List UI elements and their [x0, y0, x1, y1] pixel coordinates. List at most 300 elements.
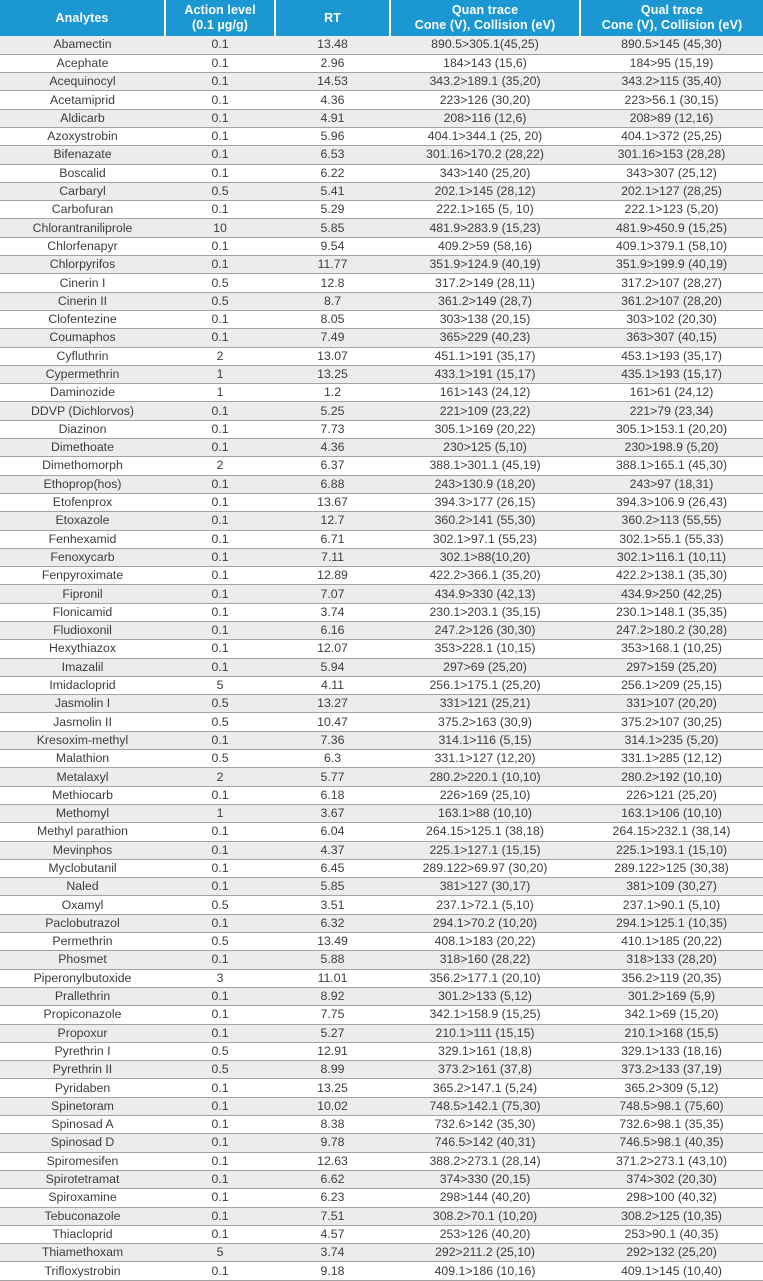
table-row	[0, 530, 763, 548]
table-row	[0, 933, 763, 951]
table-row	[0, 640, 763, 658]
cell-analyte: Fenhexamid	[0, 530, 165, 548]
table-row	[0, 164, 763, 182]
cell-analyte: Fludioxonil	[0, 622, 165, 640]
cell-action-level: 0.1	[165, 329, 275, 347]
cell-analyte: Methomyl	[0, 804, 165, 822]
cell-rt: 4.37	[275, 841, 390, 859]
cell-rt: 13.25	[275, 365, 390, 383]
cell-action-level: 10	[165, 219, 275, 237]
table-row	[0, 1097, 763, 1115]
cell-rt: 8.99	[275, 1061, 390, 1079]
cell-quan-trace: 301.16>170.2 (28,22)	[390, 146, 580, 164]
cell-quan-trace: 434.9>330 (42,13)	[390, 585, 580, 603]
cell-rt: 12.8	[275, 274, 390, 292]
cell-analyte: Bifenazate	[0, 146, 165, 164]
cell-action-level: 2	[165, 457, 275, 475]
cell-analyte: Diazinon	[0, 420, 165, 438]
cell-quan-trace: 356.2>177.1 (20,10)	[390, 969, 580, 987]
cell-action-level: 1	[165, 384, 275, 402]
cell-rt: 14.53	[275, 73, 390, 91]
cell-rt: 12.91	[275, 1042, 390, 1060]
cell-quan-trace: 342.1>158.9 (15,25)	[390, 1006, 580, 1024]
cell-quan-trace: 305.1>169 (20,22)	[390, 420, 580, 438]
cell-rt: 7.07	[275, 585, 390, 603]
cell-action-level: 3	[165, 969, 275, 987]
cell-quan-trace: 409.2>59 (58,16)	[390, 237, 580, 255]
cell-action-level: 0.5	[165, 1042, 275, 1060]
cell-analyte: Spiromesifen	[0, 1152, 165, 1170]
cell-analyte: Dimethoate	[0, 439, 165, 457]
cell-rt: 5.25	[275, 402, 390, 420]
cell-rt: 7.11	[275, 548, 390, 566]
cell-qual-trace: 302.1>116.1 (10,11)	[580, 548, 763, 566]
cell-qual-trace: 343>307 (25,12)	[580, 164, 763, 182]
cell-analyte: Abamectin	[0, 36, 165, 54]
cell-action-level: 1	[165, 365, 275, 383]
header-label: Quan trace	[451, 3, 519, 17]
cell-action-level: 5	[165, 1244, 275, 1262]
cell-analyte: Cyfluthrin	[0, 347, 165, 365]
cell-analyte: Imazalil	[0, 658, 165, 676]
cell-rt: 4.57	[275, 1225, 390, 1243]
cell-qual-trace: 221>79 (23,34)	[580, 402, 763, 420]
cell-quan-trace: 292>211.2 (25,10)	[390, 1244, 580, 1262]
cell-quan-trace: 746.5>142 (40,31)	[390, 1134, 580, 1152]
cell-rt: 2.96	[275, 54, 390, 72]
cell-action-level: 0.1	[165, 786, 275, 804]
cell-rt: 6.23	[275, 1189, 390, 1207]
cell-rt: 7.75	[275, 1006, 390, 1024]
cell-action-level: 0.5	[165, 1061, 275, 1079]
table-row	[0, 402, 763, 420]
cell-qual-trace: 404.1>372 (25,25)	[580, 127, 763, 145]
cell-analyte: Phosmet	[0, 951, 165, 969]
table-row	[0, 1061, 763, 1079]
cell-action-level: 0.1	[165, 146, 275, 164]
cell-rt: 10.47	[275, 713, 390, 731]
cell-analyte: Azoxystrobin	[0, 127, 165, 145]
cell-quan-trace: 230.1>203.1 (35,15)	[390, 603, 580, 621]
cell-qual-trace: 301.2>169 (5,9)	[580, 987, 763, 1005]
cell-action-level: 0.5	[165, 695, 275, 713]
cell-analyte: Chlorpyrifos	[0, 256, 165, 274]
cell-analyte: Kresoxim-methyl	[0, 731, 165, 749]
cell-rt: 6.18	[275, 786, 390, 804]
cell-quan-trace: 748.5>142.1 (75,30)	[390, 1097, 580, 1115]
table-row	[0, 493, 763, 511]
cell-qual-trace: 225.1>193.1 (15,10)	[580, 841, 763, 859]
cell-analyte: Jasmolin II	[0, 713, 165, 731]
cell-qual-trace: 374>302 (20,30)	[580, 1170, 763, 1188]
cell-analyte: Aldicarb	[0, 109, 165, 127]
cell-analyte: Clofentezine	[0, 310, 165, 328]
cell-qual-trace: 230.1>148.1 (35,35)	[580, 603, 763, 621]
cell-quan-trace: 360.2>141 (55,30)	[390, 512, 580, 530]
column-header-rt	[275, 0, 390, 36]
cell-qual-trace: 410.1>185 (20,22)	[580, 933, 763, 951]
cell-analyte: Piperonylbutoxide	[0, 969, 165, 987]
cell-rt: 6.53	[275, 146, 390, 164]
cell-action-level: 0.1	[165, 91, 275, 109]
cell-qual-trace: 331.1>285 (12,12)	[580, 750, 763, 768]
cell-analyte: Malathion	[0, 750, 165, 768]
cell-rt: 13.25	[275, 1079, 390, 1097]
cell-rt: 3.67	[275, 804, 390, 822]
cell-analyte: Acequinocyl	[0, 73, 165, 91]
cell-analyte: Paclobutrazol	[0, 914, 165, 932]
cell-analyte: Prallethrin	[0, 987, 165, 1005]
cell-quan-trace: 317.2>149 (28,11)	[390, 274, 580, 292]
cell-analyte: Cypermethrin	[0, 365, 165, 383]
cell-qual-trace: 371.2>273.1 (43,10)	[580, 1152, 763, 1170]
cell-quan-trace: 223>126 (30,20)	[390, 91, 580, 109]
cell-rt: 13.48	[275, 36, 390, 54]
header-sublabel: (0.1 µg/g)	[191, 18, 249, 32]
cell-qual-trace: 746.5>98.1 (40,35)	[580, 1134, 763, 1152]
cell-action-level: 0.1	[165, 439, 275, 457]
cell-rt: 9.78	[275, 1134, 390, 1152]
cell-quan-trace: 365>229 (40,23)	[390, 329, 580, 347]
table-row	[0, 914, 763, 932]
cell-analyte: Spiroxamine	[0, 1189, 165, 1207]
cell-analyte: Methiocarb	[0, 786, 165, 804]
cell-action-level: 0.1	[165, 36, 275, 54]
cell-rt: 4.11	[275, 676, 390, 694]
cell-analyte: Spirotetramat	[0, 1170, 165, 1188]
cell-qual-trace: 308.2>125 (10,35)	[580, 1207, 763, 1225]
cell-analyte: Pyrethrin II	[0, 1061, 165, 1079]
cell-qual-trace: 302.1>55.1 (55,33)	[580, 530, 763, 548]
cell-quan-trace: 365.2>147.1 (5,24)	[390, 1079, 580, 1097]
cell-analyte: Fenoxycarb	[0, 548, 165, 566]
cell-rt: 12.63	[275, 1152, 390, 1170]
table-row	[0, 1244, 763, 1262]
cell-qual-trace: 202.1>127 (28,25)	[580, 182, 763, 200]
cell-qual-trace: 297>159 (25,20)	[580, 658, 763, 676]
cell-qual-trace: 264.15>232.1 (38,14)	[580, 823, 763, 841]
cell-quan-trace: 237.1>72.1 (5,10)	[390, 896, 580, 914]
cell-rt: 6.04	[275, 823, 390, 841]
cell-action-level: 0.1	[165, 567, 275, 585]
cell-qual-trace: 243>97 (18,31)	[580, 475, 763, 493]
cell-analyte: Daminozide	[0, 384, 165, 402]
cell-action-level: 0.1	[165, 823, 275, 841]
cell-qual-trace: 210.1>168 (15,5)	[580, 1024, 763, 1042]
cell-analyte: Ethoprop(hos)	[0, 475, 165, 493]
header-sublabel: Cone (V), Collision (eV)	[414, 18, 556, 32]
cell-rt: 5.85	[275, 878, 390, 896]
cell-rt: 8.92	[275, 987, 390, 1005]
cell-analyte: Spinetoram	[0, 1097, 165, 1115]
cell-rt: 4.36	[275, 439, 390, 457]
cell-rt: 4.36	[275, 91, 390, 109]
table-row	[0, 109, 763, 127]
cell-qual-trace: 394.3>106.9 (26,43)	[580, 493, 763, 511]
cell-quan-trace: 298>144 (40,20)	[390, 1189, 580, 1207]
table-row	[0, 365, 763, 383]
cell-analyte: Cinerin II	[0, 292, 165, 310]
cell-quan-trace: 404.1>344.1 (25, 20)	[390, 127, 580, 145]
cell-analyte: Flonicamid	[0, 603, 165, 621]
cell-qual-trace: 161>61 (24,12)	[580, 384, 763, 402]
cell-analyte: Pyrethrin I	[0, 1042, 165, 1060]
cell-quan-trace: 294.1>70.2 (10,20)	[390, 914, 580, 932]
cell-rt: 8.7	[275, 292, 390, 310]
cell-analyte: Metalaxyl	[0, 768, 165, 786]
cell-qual-trace: 342.1>69 (15,20)	[580, 1006, 763, 1024]
cell-qual-trace: 184>95 (15,19)	[580, 54, 763, 72]
table-row	[0, 475, 763, 493]
table-row	[0, 329, 763, 347]
table-row	[0, 1152, 763, 1170]
cell-rt: 6.32	[275, 914, 390, 932]
header-label: Analytes	[55, 10, 109, 25]
cell-analyte: Tebuconazole	[0, 1207, 165, 1225]
cell-action-level: 0.1	[165, 420, 275, 438]
cell-quan-trace: 230>125 (5,10)	[390, 439, 580, 457]
table-row	[0, 91, 763, 109]
cell-rt: 5.29	[275, 201, 390, 219]
table-row	[0, 823, 763, 841]
cell-qual-trace: 292>132 (25,20)	[580, 1244, 763, 1262]
cell-rt: 4.91	[275, 109, 390, 127]
cell-quan-trace: 301.2>133 (5,12)	[390, 987, 580, 1005]
cell-qual-trace: 222.1>123 (5,20)	[580, 201, 763, 219]
cell-qual-trace: 732.6>98.1 (35,35)	[580, 1116, 763, 1134]
cell-action-level: 0.1	[165, 109, 275, 127]
cell-qual-trace: 422.2>138.1 (35,30)	[580, 567, 763, 585]
cell-action-level: 0.1	[165, 1079, 275, 1097]
cell-quan-trace: 222.1>165 (5, 10)	[390, 201, 580, 219]
table-row	[0, 54, 763, 72]
cell-action-level: 0.1	[165, 603, 275, 621]
cell-action-level: 0.1	[165, 1097, 275, 1115]
cell-quan-trace: 208>116 (12,6)	[390, 109, 580, 127]
cell-qual-trace: 435.1>193 (15,17)	[580, 365, 763, 383]
cell-rt: 3.51	[275, 896, 390, 914]
cell-analyte: Hexythiazox	[0, 640, 165, 658]
table-row	[0, 750, 763, 768]
cell-action-level: 0.1	[165, 1170, 275, 1188]
cell-quan-trace: 302.1>97.1 (55,23)	[390, 530, 580, 548]
cell-analyte: Trifloxystrobin	[0, 1262, 165, 1280]
table-row	[0, 310, 763, 328]
cell-action-level: 0.5	[165, 274, 275, 292]
cell-rt: 10.02	[275, 1097, 390, 1115]
table-row	[0, 603, 763, 621]
table-row	[0, 713, 763, 731]
cell-rt: 13.49	[275, 933, 390, 951]
cell-action-level: 0.1	[165, 585, 275, 603]
table-row	[0, 1207, 763, 1225]
cell-action-level: 0.1	[165, 127, 275, 145]
cell-qual-trace: 289.122>125 (30,38)	[580, 859, 763, 877]
cell-qual-trace: 314.1>235 (5,20)	[580, 731, 763, 749]
cell-rt: 6.37	[275, 457, 390, 475]
cell-action-level: 0.1	[165, 548, 275, 566]
cell-action-level: 5	[165, 676, 275, 694]
cell-analyte: Fipronil	[0, 585, 165, 603]
cell-qual-trace: 256.1>209 (25,15)	[580, 676, 763, 694]
cell-analyte: Fenpyroximate	[0, 567, 165, 585]
cell-analyte: Carbaryl	[0, 182, 165, 200]
cell-action-level: 0.1	[165, 73, 275, 91]
table-row	[0, 804, 763, 822]
cell-rt: 6.22	[275, 164, 390, 182]
table-row	[0, 420, 763, 438]
cell-quan-trace: 280.2>220.1 (10,10)	[390, 768, 580, 786]
table-row	[0, 219, 763, 237]
cell-analyte: DDVP (Dichlorvos)	[0, 402, 165, 420]
cell-qual-trace: 247.2>180.2 (30,28)	[580, 622, 763, 640]
cell-analyte: Imidacloprid	[0, 676, 165, 694]
cell-qual-trace: 303>102 (20,30)	[580, 310, 763, 328]
table-row	[0, 548, 763, 566]
cell-qual-trace: 388.1>165.1 (45,30)	[580, 457, 763, 475]
cell-rt: 6.16	[275, 622, 390, 640]
cell-analyte: Propoxur	[0, 1024, 165, 1042]
table-row	[0, 658, 763, 676]
cell-action-level: 0.5	[165, 292, 275, 310]
cell-quan-trace: 422.2>366.1 (35,20)	[390, 567, 580, 585]
cell-quan-trace: 210.1>111 (15,15)	[390, 1024, 580, 1042]
table-row	[0, 969, 763, 987]
cell-quan-trace: 314.1>116 (5,15)	[390, 731, 580, 749]
cell-quan-trace: 343>140 (25,20)	[390, 164, 580, 182]
cell-analyte: Mevinphos	[0, 841, 165, 859]
cell-action-level: 1	[165, 804, 275, 822]
cell-quan-trace: 318>160 (28,22)	[390, 951, 580, 969]
cell-qual-trace: 343.2>115 (35,40)	[580, 73, 763, 91]
cell-action-level: 0.1	[165, 859, 275, 877]
table-row	[0, 951, 763, 969]
cell-qual-trace: 434.9>250 (42,25)	[580, 585, 763, 603]
cell-qual-trace: 890.5>145 (45,30)	[580, 36, 763, 54]
cell-action-level: 2	[165, 347, 275, 365]
table-row	[0, 622, 763, 640]
table-row	[0, 146, 763, 164]
cell-action-level: 0.1	[165, 841, 275, 859]
table-row	[0, 347, 763, 365]
cell-action-level: 0.1	[165, 731, 275, 749]
cell-quan-trace: 331>121 (25,21)	[390, 695, 580, 713]
table-row	[0, 256, 763, 274]
table-row	[0, 878, 763, 896]
cell-analyte: Dimethomorph	[0, 457, 165, 475]
table-body	[0, 36, 763, 1280]
table-row	[0, 859, 763, 877]
table-row	[0, 1262, 763, 1280]
table-row	[0, 127, 763, 145]
cell-rt: 7.36	[275, 731, 390, 749]
cell-action-level: 0.1	[165, 914, 275, 932]
cell-qual-trace: 294.1>125.1 (10,35)	[580, 914, 763, 932]
cell-rt: 13.07	[275, 347, 390, 365]
cell-rt: 13.27	[275, 695, 390, 713]
table-row	[0, 73, 763, 91]
cell-qual-trace: 356.2>119 (20,35)	[580, 969, 763, 987]
cell-rt: 11.01	[275, 969, 390, 987]
cell-quan-trace: 302.1>88(10,20)	[390, 548, 580, 566]
cell-rt: 3.74	[275, 603, 390, 621]
table-row	[0, 1079, 763, 1097]
cell-action-level: 0.1	[165, 1006, 275, 1024]
cell-action-level: 0.1	[165, 475, 275, 493]
header-label: Action level	[184, 3, 256, 17]
cell-analyte: Jasmolin I	[0, 695, 165, 713]
table-row	[0, 1134, 763, 1152]
table-row	[0, 1225, 763, 1243]
cell-rt: 13.67	[275, 493, 390, 511]
cell-action-level: 0.1	[165, 1152, 275, 1170]
header-label: Qual trace	[640, 3, 704, 17]
cell-rt: 6.62	[275, 1170, 390, 1188]
cell-rt: 11.77	[275, 256, 390, 274]
cell-analyte: Naled	[0, 878, 165, 896]
cell-quan-trace: 243>130.9 (18,20)	[390, 475, 580, 493]
cell-qual-trace: 280.2>192 (10,10)	[580, 768, 763, 786]
cell-qual-trace: 481.9>450.9 (15,25)	[580, 219, 763, 237]
cell-quan-trace: 329.1>161 (18,8)	[390, 1042, 580, 1060]
table-row	[0, 1006, 763, 1024]
cell-analyte: Boscalid	[0, 164, 165, 182]
cell-action-level: 0.1	[165, 1207, 275, 1225]
cell-action-level: 0.1	[165, 658, 275, 676]
cell-rt: 12.7	[275, 512, 390, 530]
cell-qual-trace: 360.2>113 (55,55)	[580, 512, 763, 530]
cell-qual-trace: 365.2>309 (5,12)	[580, 1079, 763, 1097]
cell-qual-trace: 748.5>98.1 (75,60)	[580, 1097, 763, 1115]
cell-action-level: 0.1	[165, 640, 275, 658]
cell-action-level: 0.1	[165, 54, 275, 72]
cell-qual-trace: 230>198.9 (5,20)	[580, 439, 763, 457]
cell-quan-trace: 890.5>305.1(45,25)	[390, 36, 580, 54]
cell-rt: 9.54	[275, 237, 390, 255]
header-sublabel: Cone (V), Collision (eV)	[601, 18, 743, 32]
cell-qual-trace: 305.1>153.1 (20,20)	[580, 420, 763, 438]
cell-analyte: Permethrin	[0, 933, 165, 951]
cell-analyte: Myclobutanil	[0, 859, 165, 877]
table-row	[0, 274, 763, 292]
cell-rt: 9.18	[275, 1262, 390, 1280]
table-row	[0, 182, 763, 200]
table-row	[0, 841, 763, 859]
cell-quan-trace: 375.2>163 (30,9)	[390, 713, 580, 731]
cell-qual-trace: 409.1>145 (10,40)	[580, 1262, 763, 1280]
cell-action-level: 0.1	[165, 512, 275, 530]
cell-rt: 5.41	[275, 182, 390, 200]
cell-quan-trace: 184>143 (15,6)	[390, 54, 580, 72]
cell-rt: 12.89	[275, 567, 390, 585]
column-header-analytes	[0, 0, 165, 36]
cell-rt: 6.88	[275, 475, 390, 493]
cell-analyte: Oxamyl	[0, 896, 165, 914]
cell-quan-trace: 451.1>191 (35,17)	[390, 347, 580, 365]
cell-analyte: Cinerin I	[0, 274, 165, 292]
table-row	[0, 585, 763, 603]
table-row	[0, 36, 763, 54]
table-row	[0, 237, 763, 255]
cell-qual-trace: 317.2>107 (28,27)	[580, 274, 763, 292]
cell-action-level: 0.1	[165, 1189, 275, 1207]
cell-analyte: Coumaphos	[0, 329, 165, 347]
cell-action-level: 0.1	[165, 1024, 275, 1042]
header-label: RT	[324, 10, 341, 25]
cell-qual-trace: 329.1>133 (18,16)	[580, 1042, 763, 1060]
cell-action-level: 0.5	[165, 182, 275, 200]
cell-action-level: 0.5	[165, 933, 275, 951]
